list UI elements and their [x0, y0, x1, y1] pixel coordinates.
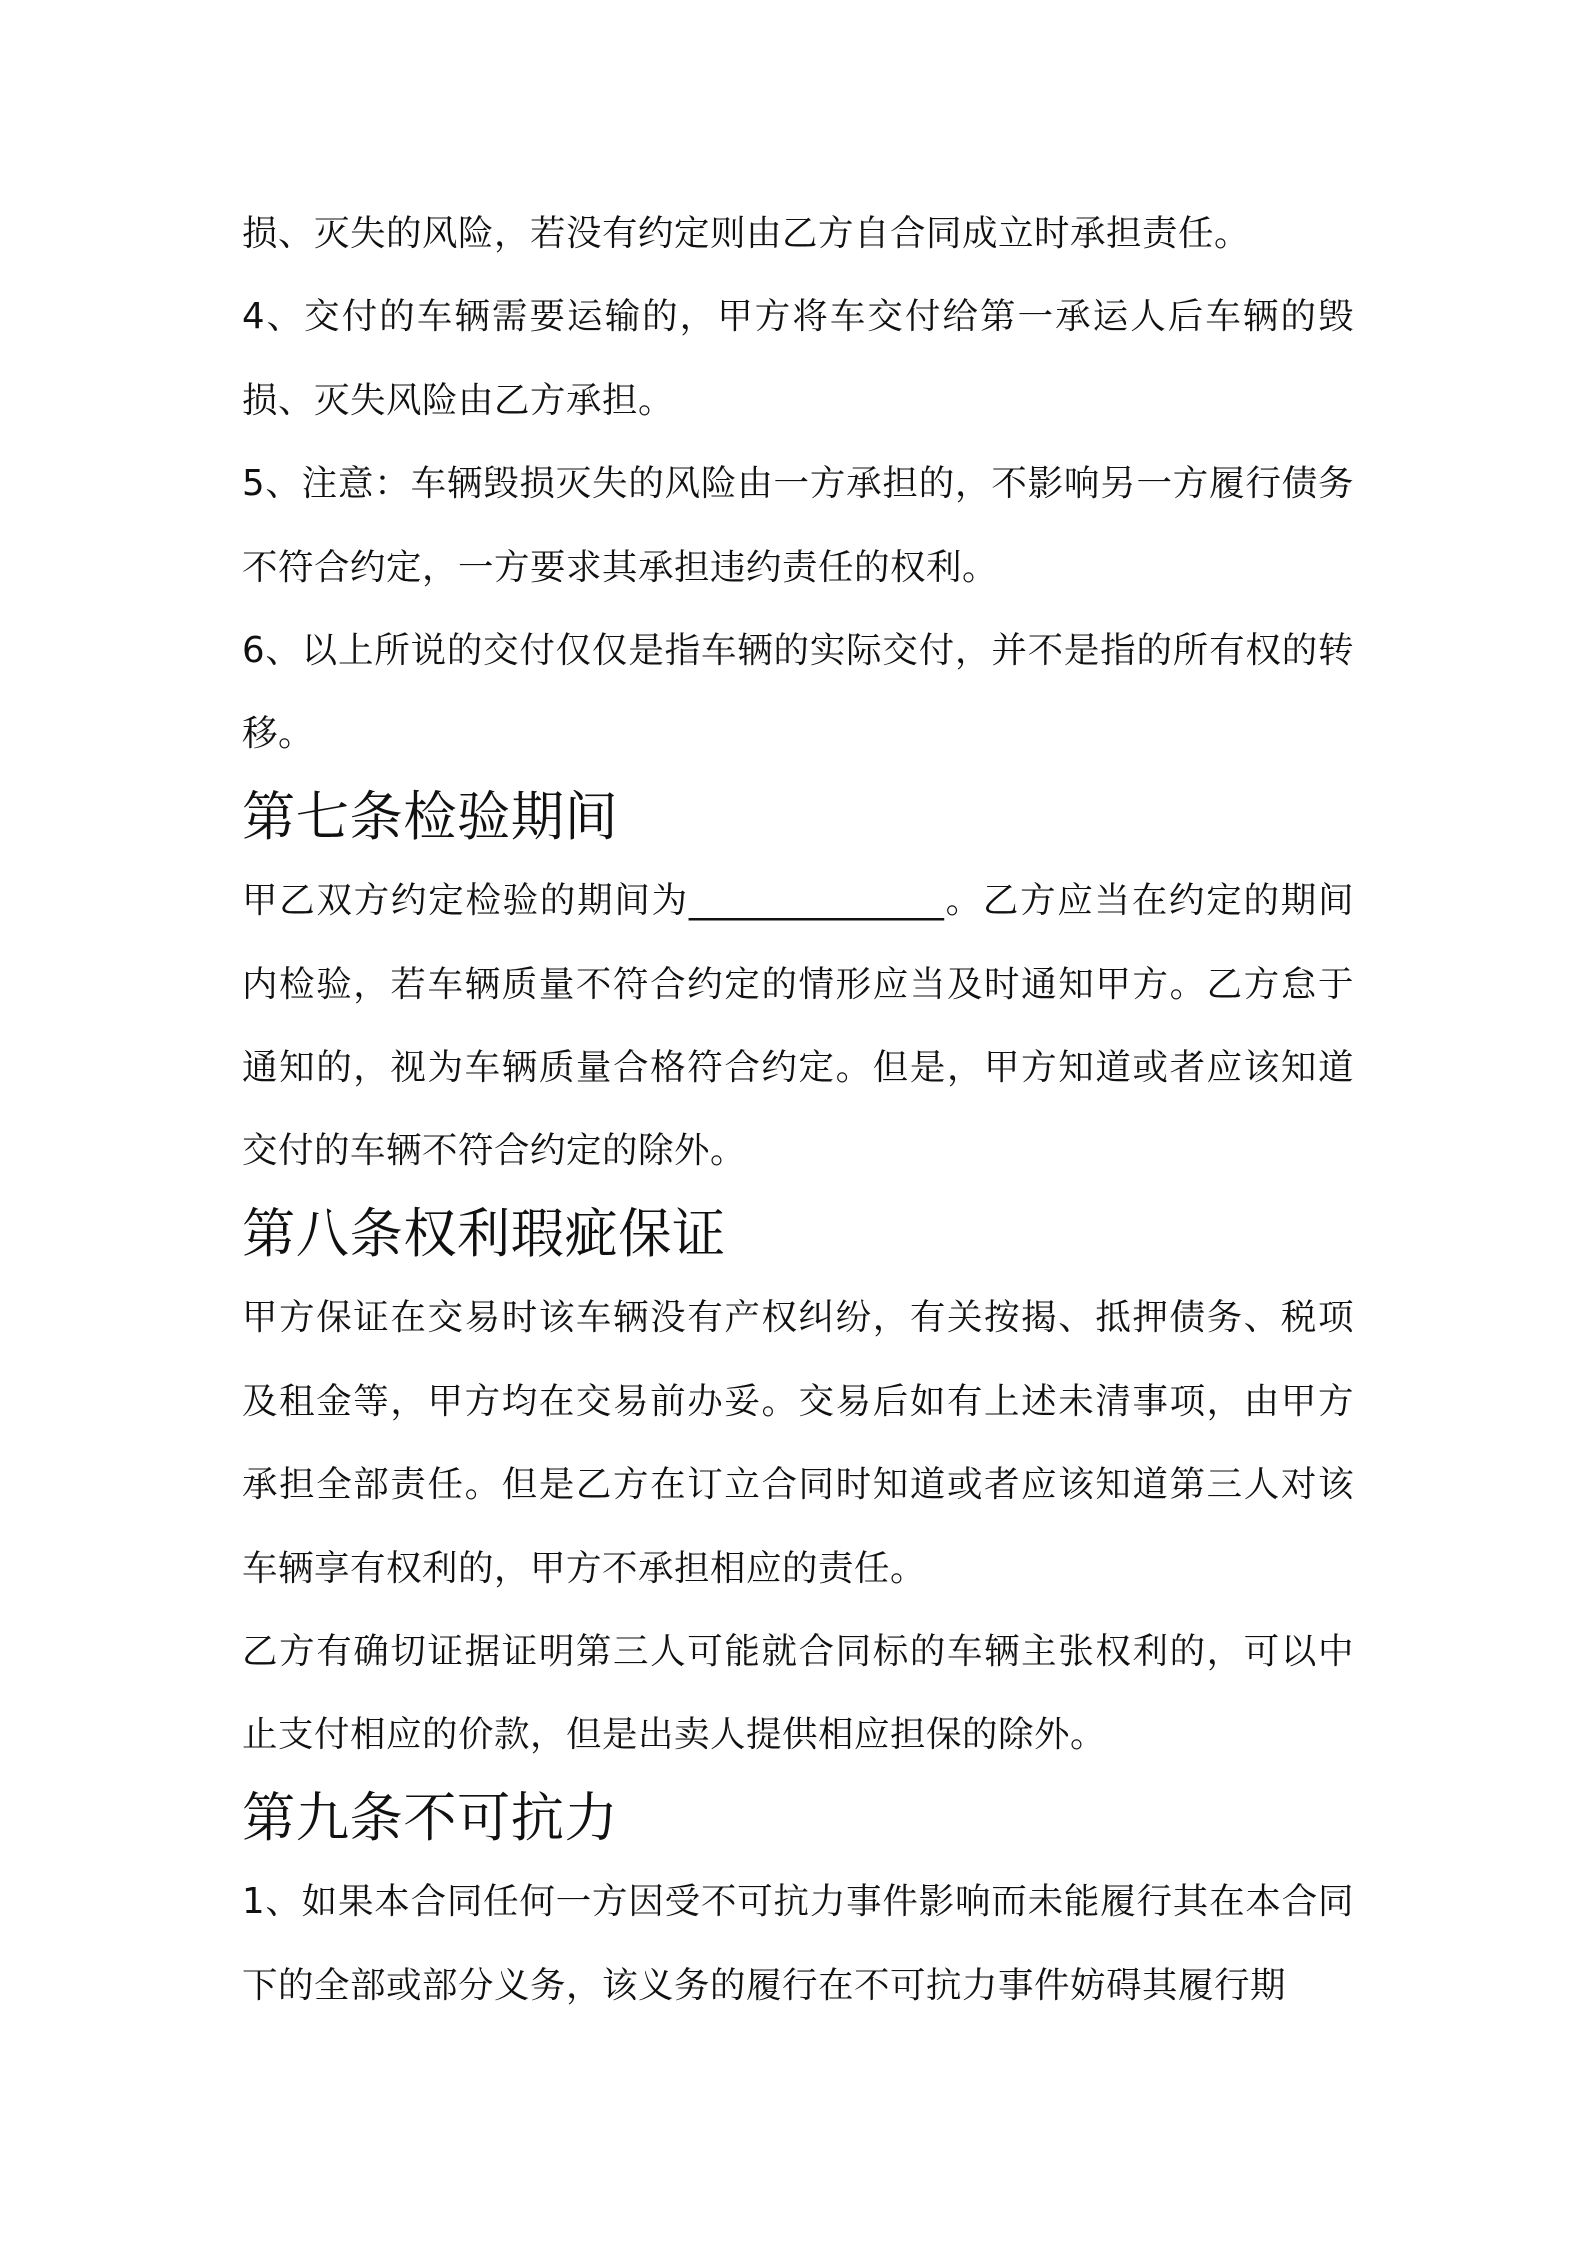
paragraph-risk-continuation: 损、灭失的风险，若没有约定则由乙方自合同成立时承担责任。 — [242, 213, 1251, 254]
paragraph-item-6: 6、以上所说的交付仅仅是指车辆的实际交付，并不是指的所有权的转移。 — [242, 630, 1354, 755]
heading-article-8: 第八条权利瑕疵保证 — [242, 1202, 726, 1265]
heading-article-9: 第九条不可抗力 — [242, 1786, 619, 1849]
document-body — [242, 192, 1354, 2027]
paragraph-item-5: 5、注意：车辆毁损灭失的风险由一方承担的，不影响另一方履行债务不符合约定，一方要求其承担违约责任的权利。 — [242, 463, 1354, 588]
paragraph-article-8-body-2: 乙方有确切证据证明第三人可能就合同标的车辆主张权利的，可以中止支付相应的价款，但是出卖人提供相应担保的除外。 — [242, 1630, 1354, 1756]
paragraph-article-9-item-1: 1、如果本合同任何一方因受不可抗力事件影响而未能履行其在本合同下的全部或部分义务，该义务的履行在不可抗力事件妨碍其履行期 — [242, 1881, 1354, 2006]
heading-article-7: 第七条检验期间 — [242, 785, 619, 848]
paragraph-article-8-body-1: 甲方保证在交易时该车辆没有产权纠纷，有关按揭、抵押债务、税项及租金等，甲方均在交易前办妥。交易后如有上述未清事项，由甲方承担全部责任。但是乙方在订立合同时知道或者应该知道第三人对该车辆享有权利的，甲方不承担相应的责任。 — [242, 1297, 1354, 1589]
paragraph-item-4: 4、交付的车辆需要运输的，甲方将车交付给第一承运人后车辆的毁损、灭失风险由乙方承担。 — [242, 296, 1354, 421]
paragraph-article-7-body: 甲乙双方约定检验的期间为______________。乙方应当在约定的期间内检验，若车辆质量不符合约定的情形应当及时通知甲方。乙方怠于通知的，视为车辆质量合格符合约定。但是，甲方知道或者应该知道交付的车辆不符合约定的除外。 — [242, 880, 1354, 1172]
